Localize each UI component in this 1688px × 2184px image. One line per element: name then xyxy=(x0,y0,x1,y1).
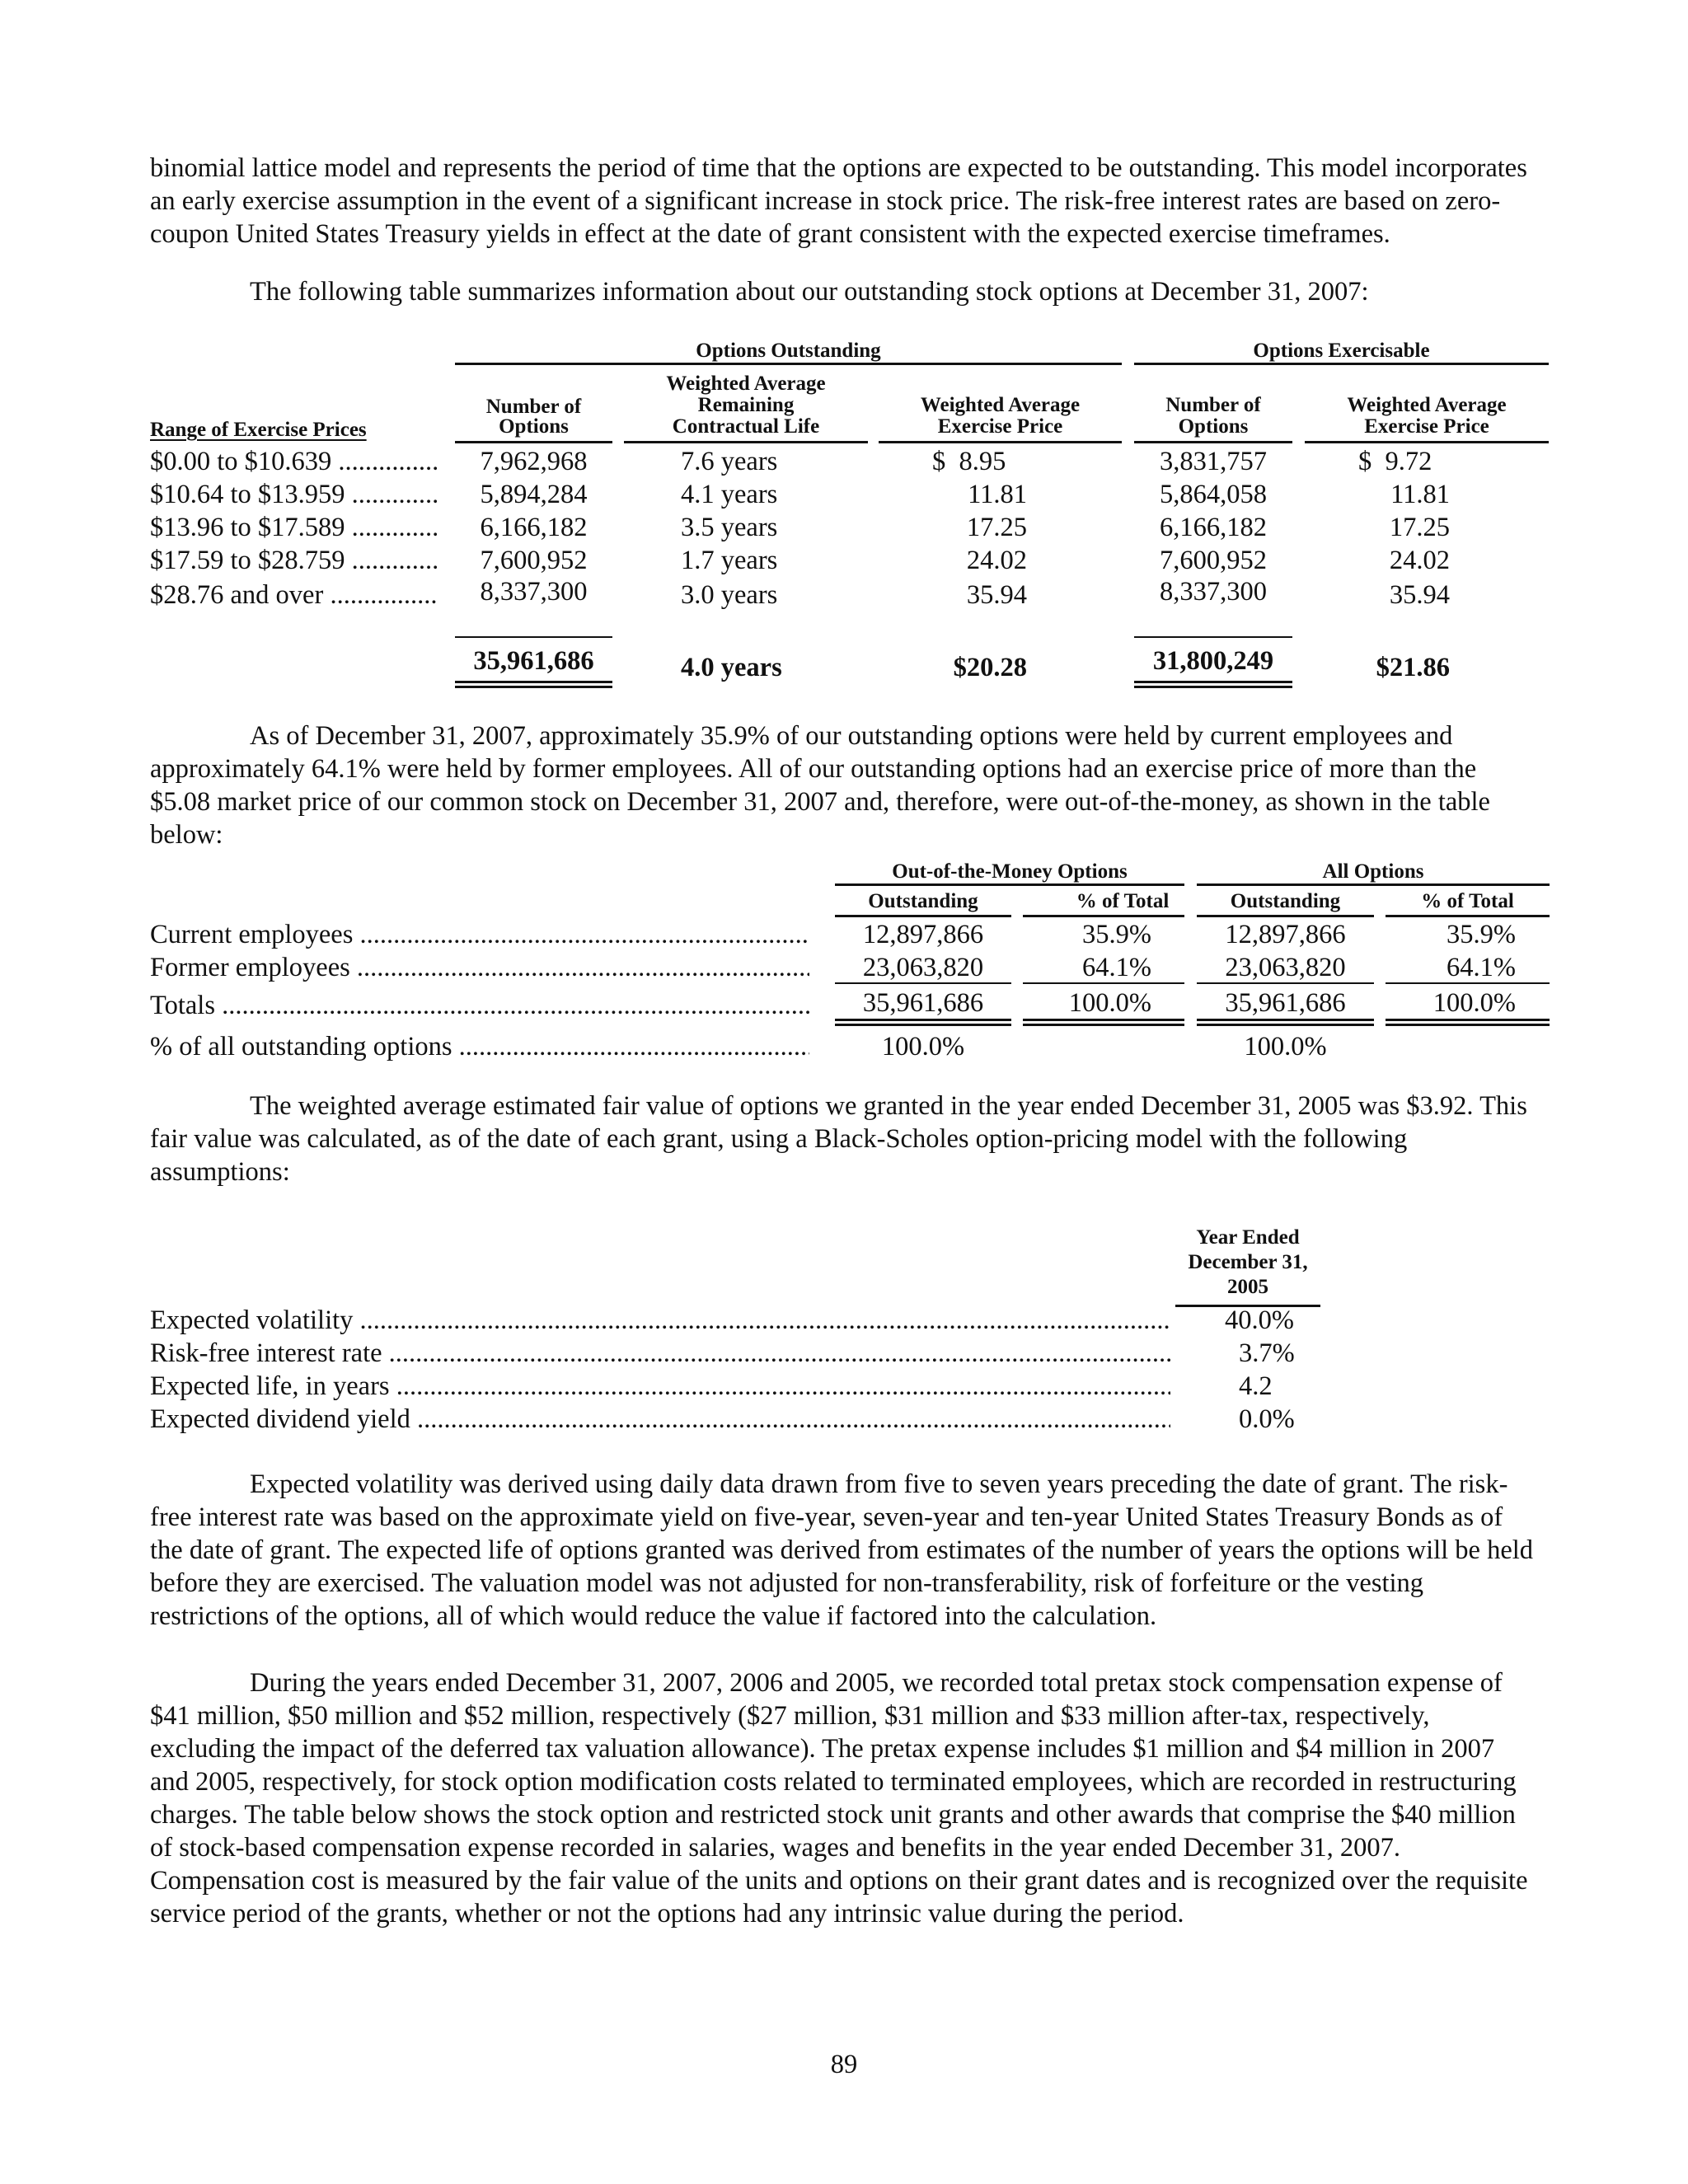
out-number-cell: 8,337,300 xyxy=(480,577,588,607)
total-out-life: 4.0 years xyxy=(681,653,782,682)
out-life-cell: 1.7 years xyxy=(681,546,778,575)
ex-number-cell: 8,337,300 xyxy=(1160,577,1267,607)
all-pct-cell: 35.9% xyxy=(1447,920,1516,949)
header-rule xyxy=(1134,441,1292,443)
range-label: $10.64 to $13.959 ..... xyxy=(150,478,437,511)
row-label-current-employees: Current employees ..... xyxy=(150,918,809,951)
column-header-year-ended-l2: December 31, xyxy=(1188,1251,1308,1273)
column-header-ex-price-l1: Weighted Average xyxy=(1347,394,1507,416)
total-ex-price: $21.86 xyxy=(1376,653,1450,682)
column-header-ex-price-l2: Exercise Price xyxy=(1364,415,1489,438)
all-outstanding-total: 35,961,686 xyxy=(1225,988,1346,1018)
value-expected-volatility: 40.0% xyxy=(1225,1305,1294,1335)
ex-price-cell: 17.25 xyxy=(1389,513,1450,542)
row-label-dividend-yield: Expected dividend yield ..... xyxy=(150,1403,1170,1436)
header-rule xyxy=(624,441,868,443)
paragraph-binomial-model: binomial lattice model and represents the period of time that the options are expected to be outstanding. This model incorporates an early exercise assumption in the event of a significant increase in stock price. The risk-free interest rates are based on zero-coupon United States Treasury yields in effect at the date of grant consistent with the expected exercise timeframes. xyxy=(150,153,1527,249)
out-price-cell: 35.94 xyxy=(966,580,1027,610)
group-header-all: All Options xyxy=(1322,860,1424,883)
row-label-totals: Totals ..... xyxy=(150,989,809,1022)
column-header-all-outstanding: Outstanding xyxy=(1230,890,1341,912)
out-number-cell: 6,166,182 xyxy=(480,513,588,542)
column-header-out-life-l3: Contractual Life xyxy=(672,415,820,438)
ex-price-cell: 24.02 xyxy=(1389,546,1450,575)
all-outstanding-cell: 12,897,866 xyxy=(1225,920,1346,949)
column-header-out-life-l2: Remaining xyxy=(697,394,795,416)
otm-pct-cell: 64.1% xyxy=(1082,953,1151,982)
header-rule xyxy=(1023,915,1184,917)
all-outstanding-cell: 23,063,820 xyxy=(1225,953,1346,982)
subtotal-rule xyxy=(455,636,612,638)
value-expected-life: 4.2 xyxy=(1239,1371,1273,1401)
ex-number-cell: 6,166,182 xyxy=(1160,513,1267,542)
paragraph-volatility-derivation: Expected volatility was derived using daily data drawn from five to seven years preceding the date of grant. The risk-free interest rate was based on the approximate yield on five-year, seven-year and ten-year United States Treasury Bonds as of the date of grant. The expected life of options granted was derived from estimates of the number of years the options will be held before they are exercised. The valuation model was not adjusted for non-transferability, risk of forfeiture or the vesting restrictions of the options, all of which would reduce the value if factored into the calculation. xyxy=(150,1469,1534,1631)
range-label: $28.76 and over ..... xyxy=(150,579,437,612)
total-out-number: 35,961,686 xyxy=(473,646,594,676)
ex-price-cell: 11.81 xyxy=(1390,480,1450,509)
otm-outstanding-total: 35,961,686 xyxy=(862,988,984,1018)
column-header-otm-outstanding: Outstanding xyxy=(868,890,978,912)
column-header-out-price-l1: Weighted Average xyxy=(920,394,1081,416)
value-risk-free-rate: 3.7% xyxy=(1239,1338,1295,1368)
otm-pct-all-cell: 100.0% xyxy=(881,1032,965,1062)
out-price-cell: 24.02 xyxy=(966,546,1027,575)
paragraph-out-of-money: As of December 31, 2007, approximately 35.9% of our outstanding options were held by current employees and approximately 64.1% were held by former employees. All of our outstanding options had an exercise price of more than the $5.08 market price of our common stock on December 31, 2007 and, therefore, were out-of-the-money, as shown in the table below: xyxy=(150,721,1490,850)
row-label-expected-life: Expected life, in years ..... xyxy=(150,1370,1170,1403)
otm-pct-cell: 35.9% xyxy=(1082,920,1151,949)
column-header-out-price-l2: Exercise Price xyxy=(937,415,1063,438)
subtotal-rule xyxy=(1134,636,1292,638)
group-rule-exercisable xyxy=(1134,363,1549,365)
otm-pct-total: 100.0% xyxy=(1068,988,1151,1018)
out-life-cell: 7.6 years xyxy=(681,447,778,476)
group-rule-otm xyxy=(835,883,1184,886)
header-rule xyxy=(1197,915,1374,917)
paragraph-compensation-expense: During the years ended December 31, 2007, 2006 and 2005, we recorded total pretax stock compensation expense of $41 million, $50 million and $52 million, respectively ($27 million, $31 million and $33 million after-tax, respectively, excluding the impact of the deferred tax valuation allowance). The pretax expense includes $1 million and $4 million in 2007 and 2005, respectively, for stock option modification costs related to terminated employees, which are recorded in restructuring charges. The table below shows the stock option and restricted stock unit grants and other awards that comprise the $40 million of stock-based compensation expense recorded in salaries, wages and benefits in the year ended December 31, 2007. Compensation cost is measured by the fair value of the units and options on their grant dates and is recognized over the requisite service period of the grants, whether or not the options had any intrinsic value during the period. xyxy=(150,1668,1528,1929)
group-rule-all xyxy=(1197,883,1550,886)
column-header-ex-number-l2: Options xyxy=(1178,415,1249,438)
row-label-former-employees: Former employees ..... xyxy=(150,951,809,984)
header-rule xyxy=(455,441,612,443)
header-rule xyxy=(879,441,1122,443)
group-header-options-exercisable: Options Exercisable xyxy=(1253,340,1430,362)
subtotal-rule xyxy=(835,982,1011,984)
header-rule xyxy=(835,915,1011,917)
out-price-cell: $ 8.95 xyxy=(932,447,1006,476)
subtotal-rule xyxy=(1386,982,1550,984)
ex-number-cell: 7,600,952 xyxy=(1160,546,1267,575)
ex-price-cell: 35.94 xyxy=(1389,580,1450,610)
out-life-cell: 3.0 years xyxy=(681,580,778,610)
otm-outstanding-cell: 23,063,820 xyxy=(862,953,984,982)
column-header-ex-number-l1: Number of xyxy=(1165,394,1261,416)
row-label-risk-free-rate: Risk-free interest rate ..... xyxy=(150,1337,1170,1370)
range-label: $0.00 to $10.639 ..... xyxy=(150,445,437,478)
total-double-rule xyxy=(455,681,612,688)
total-double-rule xyxy=(1023,1019,1184,1026)
out-number-cell: 5,894,284 xyxy=(480,480,588,509)
value-dividend-yield: 0.0% xyxy=(1239,1404,1295,1434)
otm-outstanding-cell: 12,897,866 xyxy=(862,920,984,949)
group-header-options-outstanding: Options Outstanding xyxy=(696,340,881,362)
group-rule-outstanding xyxy=(455,363,1122,365)
ex-price-cell: $ 9.72 xyxy=(1358,447,1432,476)
group-header-otm: Out-of-the-Money Options xyxy=(892,860,1128,883)
ex-number-cell: 5,864,058 xyxy=(1160,480,1267,509)
header-rule xyxy=(1305,441,1549,443)
subtotal-rule xyxy=(1197,982,1374,984)
total-out-price: $20.28 xyxy=(953,653,1027,682)
out-life-cell: 4.1 years xyxy=(681,480,778,509)
column-header-otm-pct: % of Total xyxy=(1076,890,1170,912)
total-double-rule xyxy=(1134,681,1292,688)
out-life-cell: 3.5 years xyxy=(681,513,778,542)
column-header-out-life-l1: Weighted Average xyxy=(666,373,826,395)
column-header-out-number-l1: Number of xyxy=(485,396,582,418)
total-double-rule xyxy=(835,1019,1011,1026)
range-label: $17.59 to $28.759 ..... xyxy=(150,544,437,577)
row-label-expected-volatility: Expected volatility ..... xyxy=(150,1304,1170,1337)
column-header-out-number-l2: Options xyxy=(499,415,569,438)
all-pct-total: 100.0% xyxy=(1432,988,1516,1018)
column-header-range: Range of Exercise Prices xyxy=(150,419,367,441)
range-label: $13.96 to $17.589 ..... xyxy=(150,511,437,544)
out-price-cell: 11.81 xyxy=(968,480,1027,509)
total-double-rule xyxy=(1386,1019,1550,1026)
all-pct-all-cell: 100.0% xyxy=(1244,1032,1327,1062)
all-pct-cell: 64.1% xyxy=(1447,953,1516,982)
subtotal-rule xyxy=(1023,982,1184,984)
paragraph-fair-value: The weighted average estimated fair value of options we granted in the year ended December 31, 2005 was $3.92. This fair value was calculated, as of the date of each grant, using a Black-Scholes option-pricing model with the following assumptions: xyxy=(150,1091,1527,1187)
header-rule xyxy=(1386,915,1550,917)
total-double-rule xyxy=(1197,1019,1374,1026)
ex-number-cell: 3,831,757 xyxy=(1160,447,1267,476)
out-number-cell: 7,600,952 xyxy=(480,546,588,575)
column-header-year-ended-l1: Year Ended xyxy=(1196,1226,1300,1249)
page-number: 89 xyxy=(830,2050,858,2079)
row-label-pct-all-outstanding: % of all outstanding options ..... xyxy=(150,1030,809,1063)
out-number-cell: 7,962,968 xyxy=(480,447,588,476)
column-header-all-pct: % of Total xyxy=(1421,890,1514,912)
total-ex-number: 31,800,249 xyxy=(1152,646,1274,676)
out-price-cell: 17.25 xyxy=(966,513,1027,542)
paragraph-table-intro: The following table summarizes information about our outstanding stock options at December 31, 2007: xyxy=(250,277,1369,307)
column-header-year-ended-l3: 2005 xyxy=(1227,1276,1268,1298)
